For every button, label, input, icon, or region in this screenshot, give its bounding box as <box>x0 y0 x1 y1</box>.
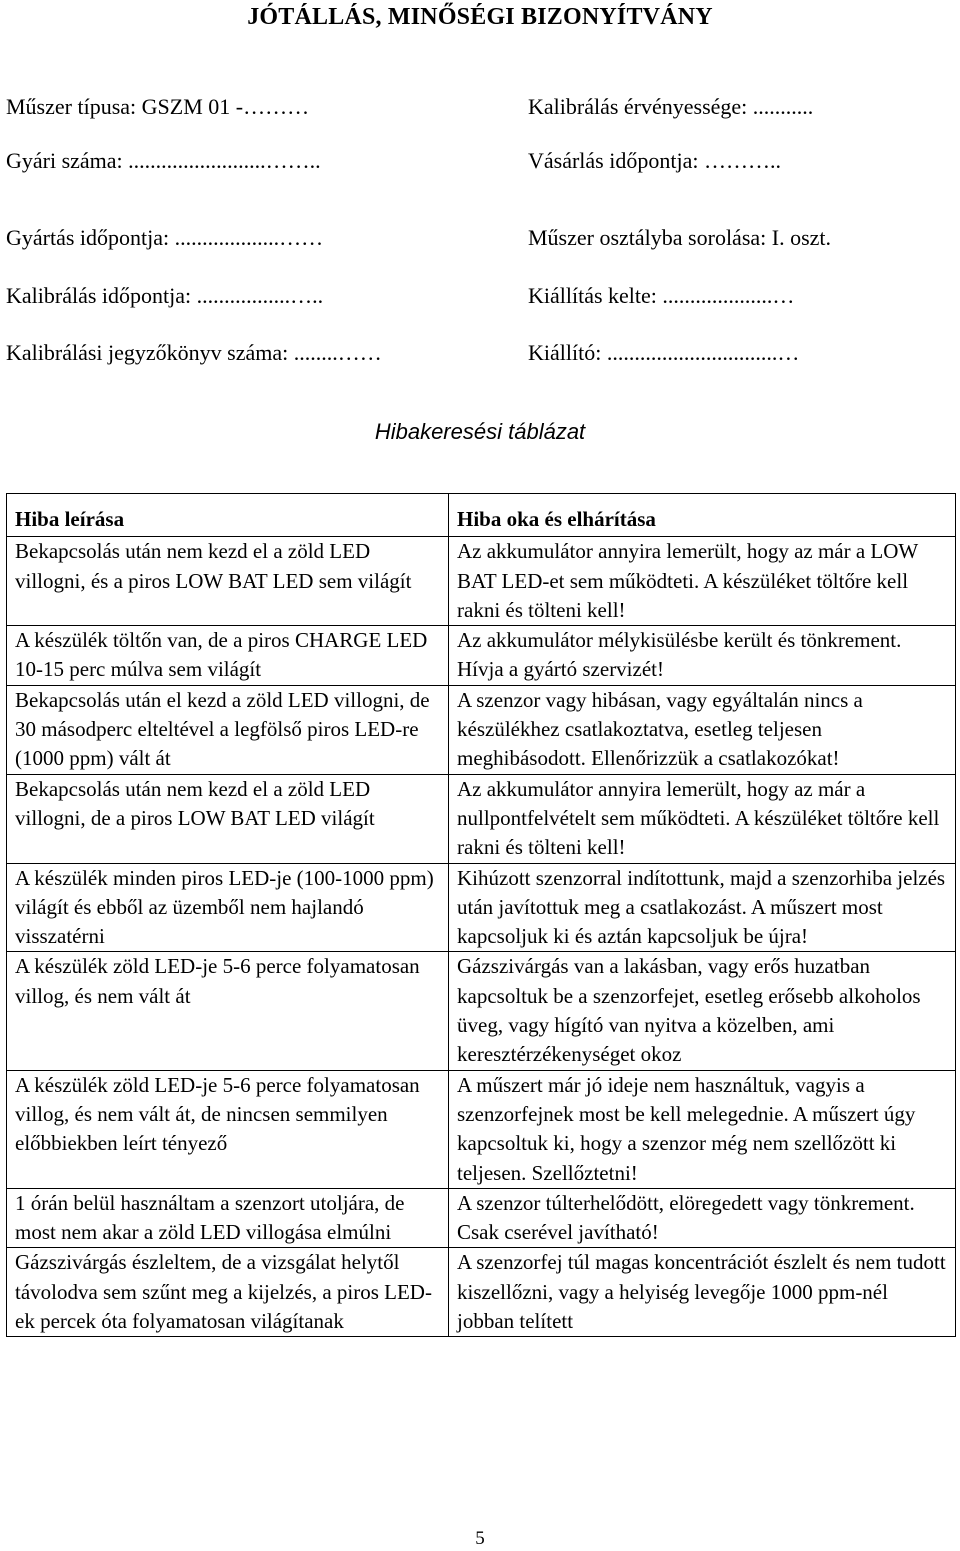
purchase-date-field: Vásárlás időpontja: ……….. <box>528 148 781 173</box>
page-number: 5 <box>475 1528 485 1549</box>
table-row <box>7 952 956 1070</box>
calibration-report-number-field: Kalibrálási jegyzőkönyv száma: ........…… <box>6 340 382 365</box>
manufacture-date-field: Gyártás időpontja: ...................…… <box>6 225 324 250</box>
fault-description-cell: A készülék zöld LED-je 5-6 perce folyamatosan villog, és nem vált át, de nincsen semmilyen előbbiekben leírt tényező <box>7 1070 449 1188</box>
serial-number-field: Gyári száma: .........................…….. <box>6 148 321 173</box>
cause-fix-cell: Az akkumulátor mélykisülésbe került és tönkrement. Hívja a gyártó szervizét! <box>449 626 956 686</box>
fault-description-cell: A készülék minden piros LED-je (100-1000 ppm) világít és ebből az üzemből nem hajlandó visszatérni <box>7 863 449 952</box>
cause-fix-cell: A szenzorfej túl magas koncentrációt észlelt és nem tudott kiszellőzni, vagy a helyiség levegője 1000 ppm-nél jobban telített <box>449 1248 956 1337</box>
fault-description-cell: 1 órán belül használtam a szenzort utoljára, de most nem akar a zöld LED villogása elmúlni <box>7 1188 449 1248</box>
table-row <box>7 774 956 863</box>
section-title: Hibakeresési táblázat <box>374 419 586 444</box>
table-row <box>7 1188 956 1248</box>
table-header-row <box>7 494 956 537</box>
table-row <box>7 537 956 626</box>
fault-description-cell: A készülék zöld LED-je 5-6 perce folyamatosan villog, és nem vált át <box>7 952 449 1070</box>
issue-date-field: Kiállítás kelte: ....................… <box>528 283 795 308</box>
fault-description-cell: Gázszivárgás észleltem, de a vizsgálat helytől távolodva sem szűnt meg a kijelzés, a piros LED-ek percek óta folyamatosan világítanak <box>7 1248 449 1337</box>
cause-fix-cell: A szenzor túlterhelődött, elöregedett vagy tönkrement. Csak cserével javítható! <box>449 1188 956 1248</box>
table-row <box>7 685 956 774</box>
fault-description-cell: Bekapcsolás után nem kezd el a zöld LED villogni, és a piros LOW BAT LED sem világít <box>7 537 449 626</box>
troubleshooting-table <box>6 493 956 1337</box>
issuer-field: Kiállító: ...............................… <box>528 340 800 365</box>
cause-fix-cell: Az akkumulátor annyira lemerült, hogy az már a nullpontfelvételt sem működteti. A készüléket töltőre kell rakni és tölteni kell! <box>449 774 956 863</box>
cause-fix-cell: Gázszivárgás van a lakásban, vagy erős huzatban kapcsoltuk be a szenzorfejet, esetleg erősebb alkoholos üveg, vagy hígító van nyitva a közelben, ami keresztérzékenységet okoz <box>449 952 956 1070</box>
cause-fix-cell: Az akkumulátor annyira lemerült, hogy az már a LOW BAT LED-et sem működteti. A készüléket töltőre kell rakni és tölteni kell! <box>449 537 956 626</box>
calibration-date-field: Kalibrálás időpontja: .................….. <box>6 283 324 308</box>
instrument-type-field: Műszer típusa: GSZM 01 -……… <box>6 94 310 119</box>
fault-description-cell: A készülék töltőn van, de a piros CHARGE LED 10-15 perc múlva sem világít <box>7 626 449 686</box>
instrument-class-field: Műszer osztályba sorolása: I. oszt. <box>528 225 832 250</box>
cause-fix-cell: A szenzor vagy hibásan, vagy egyáltalán nincs a készülékhez csatlakoztatva, esetleg teljesen meghibásodott. Ellenőrizzük a csatlakozókat! <box>449 685 956 774</box>
column-header-cause-and-fix: Hiba oka és elhárítása <box>449 494 956 537</box>
column-header-fault-description: Hiba leírása <box>7 494 449 537</box>
calibration-validity-field: Kalibrálás érvényessége: ........... <box>528 94 814 119</box>
cause-fix-cell: A műszert már jó ideje nem használtuk, vagyis a szenzorfejnek most be kell melegednie. A műszert úgy kapcsoltuk ki, hogy a szenzor még nem szellőzött ki teljesen. Szellőztetni! <box>449 1070 956 1188</box>
table-row <box>7 1248 956 1337</box>
table-row <box>7 1070 956 1188</box>
table-row <box>7 626 956 686</box>
document-title: JÓTÁLLÁS, MINŐSÉGI BIZONYÍTVÁNY <box>247 4 713 30</box>
fault-description-cell: Bekapcsolás után nem kezd el a zöld LED villogni, de a piros LOW BAT LED világít <box>7 774 449 863</box>
cause-fix-cell: Kihúzott szenzorral indítottunk, majd a szenzorhiba jelzés után javítottuk meg a csatlakozást. A műszert most kapcsoljuk ki és aztán kapcsoljuk be újra! <box>449 863 956 952</box>
table-row <box>7 863 956 952</box>
fault-description-cell: Bekapcsolás után el kezd a zöld LED villogni, de 30 másodperc elteltével a legfölső piros LED-re (1000 ppm) vált át <box>7 685 449 774</box>
